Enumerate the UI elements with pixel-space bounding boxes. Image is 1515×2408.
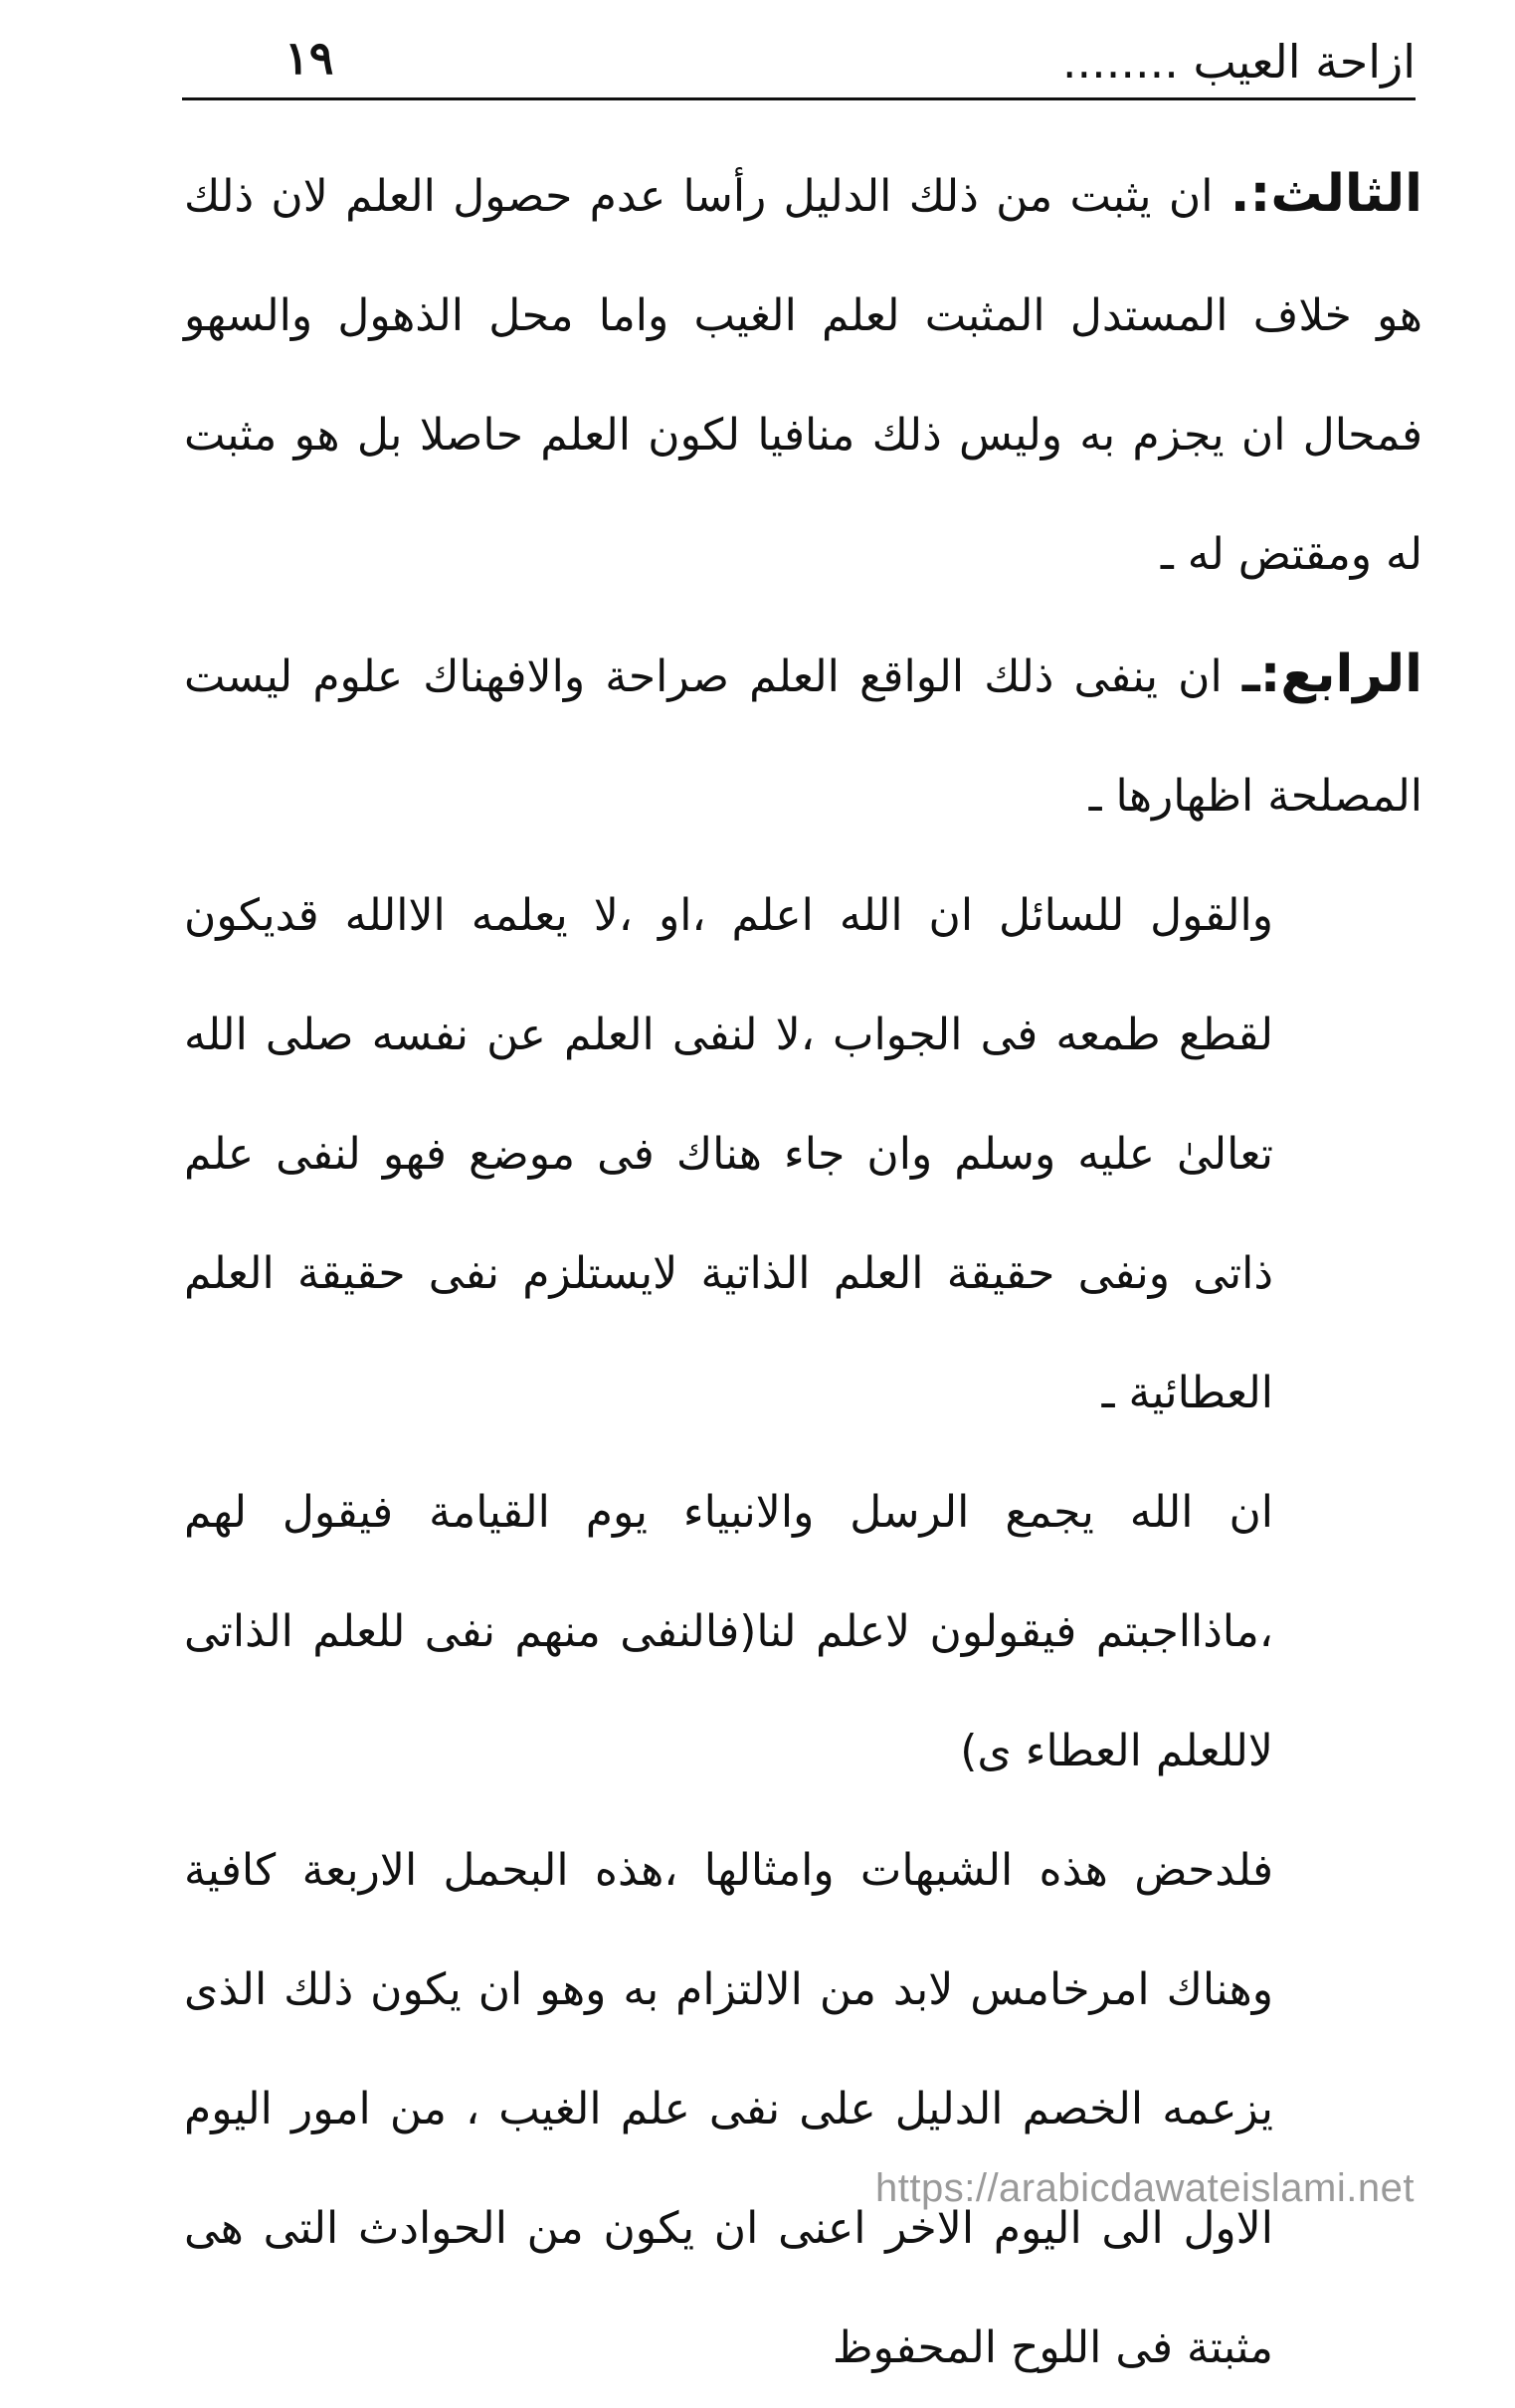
paragraph-refutation — [184, 1811, 1422, 2408]
paragraph-resurrection — [184, 1453, 1422, 1811]
page-number: ١٩ — [284, 31, 334, 85]
paragraph-text: والقول للسائل ان الله اعلم ،او ،لا يعلمه الاالله قديكون لقطع طمعه فى الجواب ،لا لنفى العلم عن نفسه صلى الله تعالىٰ عليه وسلم وان جاء هناك فى موضع فهو لنفى علم ذاتى ونفى حقيقة العلم الذاتية لايستلزم نفى حقيقة العلم العطائية ـ — [184, 890, 1273, 1418]
paragraph-text: ان ينفى ذلك الواقع العلم صراحة والافهناك علوم ليست المصلحة اظهارها ـ — [184, 651, 1422, 822]
watermark-url: https://arabicdawateislami.net — [875, 2166, 1415, 2210]
paragraph-text: ان يثبت من ذلك الدليل رأسا عدم حصول العلم لان ذلك هو خلاف المستدل المثبت لعلم الغيب واما محل الذهول والسهو فمحال ان يجزم به وليس ذلك منافيا لكون العلم حاصلا بل هو مثبت له ومقتض له ـ — [184, 171, 1422, 580]
body-text — [184, 134, 1422, 2408]
paragraph-label: الرابع:ـ — [1241, 645, 1422, 704]
paragraph-text: ان الله يجمع الرسل والانبياء يوم القيامة فيقول لهم ،ماذااجبتم فيقولون لاعلم لنا(فالنفى منهم نفى للعلم الذاتى لاللعلم العطاء ى) — [184, 1487, 1273, 1776]
running-title: ازاحة العيب ........ — [1061, 35, 1416, 89]
paragraph-label: الثالث:. — [1230, 164, 1422, 224]
paragraph-third — [184, 134, 1422, 615]
paragraph-saying — [184, 856, 1422, 1453]
page-header — [182, 28, 1416, 99]
header-rule — [182, 97, 1416, 100]
paragraph-text: فلدحض هذه الشبهات وامثالها ،هذه البحمل الاربعة كافية وهناك امرخامس لابد من الالتزام به وهو ان يكون ذلك الذى يزعمه الخصم الدليل على نفى علم الغيب ، من امور اليوم الاول الى اليوم الاخر اعنى ان يكون من الحوادث التى هى مثبتة فى اللوح المحفوظ — [184, 1845, 1273, 2373]
paragraph-fourth — [184, 615, 1422, 856]
